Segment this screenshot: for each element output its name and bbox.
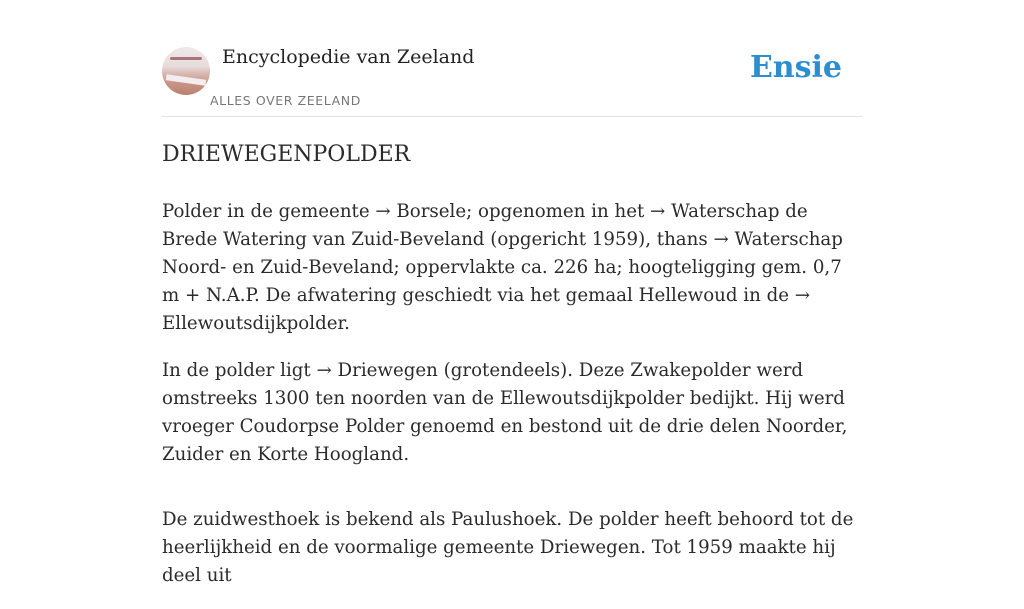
site-title[interactable]: Encyclopedie van Zeeland xyxy=(222,46,475,68)
entry-headword: DRIEWEGENPOLDER xyxy=(162,142,411,167)
entry-paragraph: De zuidwesthoek is bekend als Paulushoek. De polder heeft behoord tot de heerlijkheid en de voormalige gemeente Driewegen. Tot 1959 maakte hij deel uit xyxy=(162,509,854,586)
site-tagline: ALLES OVER ZEELAND xyxy=(210,93,361,108)
site-logo-avatar[interactable] xyxy=(162,47,210,95)
avatar-detail xyxy=(170,57,202,60)
ensie-logo[interactable]: Ensie xyxy=(749,50,842,85)
avatar-detail xyxy=(166,74,206,86)
site-header xyxy=(162,44,862,117)
entry-content xyxy=(162,140,862,609)
entry-paragraph: In de polder ligt → Driewegen (grotendeels). Deze Zwakepolder werd omstreeks 1300 ten noorden van de Ellewoutsdijkpolder bedijkt. Hij werd vroeger Coudorpse Polder genoemd en bestond uit de drie delen Noorder, Zuider en Korte Hoogland. xyxy=(162,360,848,465)
entry-paragraph: Polder in de gemeente → Borsele; opgenomen in het → Waterschap de Brede Watering van Zuid-Beveland (opgericht 1959), thans → Waterschap Noord- en Zuid-Beveland; oppervlakte ca. 226 ha; hoogteligging gem. 0,7 m + N.A.P. De afwatering geschiedt via het gemaal Hellewoud in de → Ellewoutsdijkpolder. xyxy=(162,201,843,334)
